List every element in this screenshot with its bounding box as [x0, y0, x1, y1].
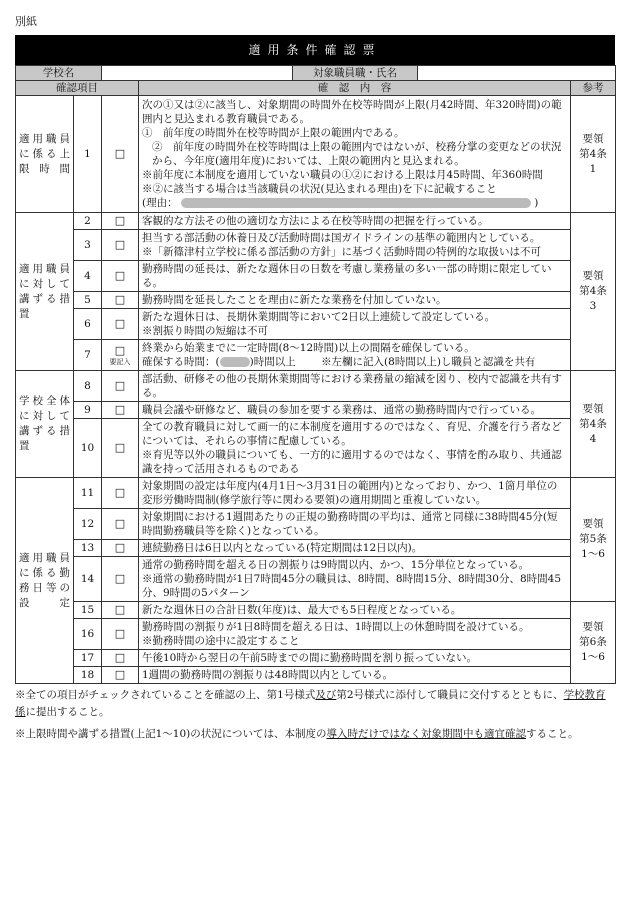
table-row	[16, 619, 616, 650]
item-checkbox[interactable]: □	[102, 509, 139, 540]
hours-suffix: )時間以上	[249, 356, 296, 368]
item-checkbox[interactable]: □	[102, 602, 139, 619]
item-number: 4	[74, 261, 102, 292]
item-number: 3	[74, 230, 102, 261]
confirmation-table	[15, 65, 616, 684]
table-row	[16, 540, 616, 557]
item-note: ※割振り時間の短縮は不可	[142, 325, 268, 337]
table-row	[16, 261, 616, 292]
item-checkbox[interactable]: □	[102, 371, 139, 402]
header-content: 確 認 内 容	[139, 81, 571, 96]
item-number: 15	[74, 602, 102, 619]
ref-cell: 要領 第5条 1～6	[571, 478, 616, 602]
item-text: 部活動、研修その他の長期休業期間等における業務量の縮減を図り、校内で認識を共有する。	[139, 371, 571, 402]
hours-line	[142, 355, 567, 369]
staff-label: 対象職員職・氏名	[293, 66, 418, 81]
item-number: 5	[74, 292, 102, 309]
table-row	[16, 230, 616, 261]
item-note: ※前年度に本制度を適用していない職員の①②における上限は月45時間、年360時間	[142, 169, 543, 181]
item-checkbox[interactable]: □	[102, 667, 139, 684]
table-row	[16, 419, 616, 478]
item-checkbox[interactable]: □	[102, 213, 139, 230]
table-row	[16, 96, 616, 213]
item-number: 11	[74, 478, 102, 509]
hours-field[interactable]	[220, 357, 250, 367]
item-note: ※左欄に記入(8時間以上)し職員と認識を共有	[321, 356, 536, 368]
item-note: ※育児等以外の職員についても、一方的に適用するのではなく、事情を酌み取り、共通認識を持って活用されるものである	[142, 449, 562, 475]
table-row	[16, 309, 616, 340]
item-checkbox[interactable]: □	[102, 557, 139, 602]
item-number: 16	[74, 619, 102, 650]
item-text: 対象期間における1週間あたりの正規の勤務時間の平均は、通常と同様に38時間45分(短時間勤務職員等を除く)となっている。	[139, 509, 571, 540]
ref-cell: 要領 第6条 1～6	[571, 602, 616, 684]
school-name-field[interactable]	[102, 66, 293, 81]
item-text: ① 前年度の時間外在校等時間が上限の範囲内である。	[142, 127, 405, 139]
reason-line	[142, 196, 567, 210]
item-number: 9	[74, 402, 102, 419]
item-text: 連続勤務日は6日以内となっている(特定期間は12日以内)。	[139, 540, 571, 557]
item-checkbox[interactable]: □	[102, 96, 139, 213]
item-checkbox[interactable]: □	[102, 309, 139, 340]
item-checkbox[interactable]: □	[102, 402, 139, 419]
item-text: 午後10時から翌日の午前5時までの間に勤務時間を割り振っていない。	[139, 650, 571, 667]
item-checkbox[interactable]: □	[102, 478, 139, 509]
ref-cell: 要領 第4条 4	[571, 371, 616, 478]
item-checkbox[interactable]: □	[102, 419, 139, 478]
reason-label: (理由：	[142, 197, 178, 209]
item-checkbox[interactable]: □	[102, 540, 139, 557]
item-number: 8	[74, 371, 102, 402]
item-checkbox[interactable]: □	[102, 261, 139, 292]
item-number: 10	[74, 419, 102, 478]
table-row	[16, 402, 616, 419]
item-checkbox[interactable]: □	[102, 619, 139, 650]
table-row	[16, 557, 616, 602]
confirmation-sheet	[15, 35, 615, 743]
reason-field[interactable]	[181, 198, 531, 208]
table-row	[16, 509, 616, 540]
staff-name-field[interactable]	[418, 66, 616, 81]
item-text: 1週間の勤務時間の割振りは48時間以内としている。	[139, 667, 571, 684]
table-row	[16, 478, 616, 509]
entry-required-note: 要記入	[109, 358, 131, 366]
ref-cell: 要領 第4条 1	[571, 96, 616, 213]
table-row	[16, 213, 616, 230]
item-text: 終業から始業までに一定時間(8～12時間)以上の間隔を確保している。	[142, 342, 475, 354]
attachment-label: 別紙	[15, 15, 37, 28]
item-text: 通常の勤務時間を超える日の割振りは9時間以内、かつ、15分単位となっている。	[142, 559, 530, 571]
ref-cell: 要領 第4条 3	[571, 213, 616, 371]
header-ref: 参考	[571, 81, 616, 96]
item-note: ※通常の勤務時間が1日7時間45分の職員は、8時間、8時間15分、8時間30分、8時間45分、9時間の5パターン	[142, 573, 562, 599]
secured-label: 確保する時間：(	[142, 356, 220, 368]
sheet-title: 適用条件確認票	[15, 35, 615, 65]
item-text: 新たな週休日は、長期休業期間等において2日以上連続して設定している。	[142, 311, 496, 323]
item-number: 14	[74, 557, 102, 602]
item-note: ※「新篠津村立学校に係る部活動の方針」に基づく活動時間の特例的な取扱いは不可	[142, 246, 541, 258]
item-text: 対象期間の設定は年度内(4月1日～3月31日の範囲内)となっており、かつ、1箇月単位の変形労働時間制(修学旅行等に関わる要領)の適用期間と重複していない。	[139, 478, 571, 509]
table-row	[16, 650, 616, 667]
school-row	[16, 66, 616, 81]
item-number: 2	[74, 213, 102, 230]
item-text: 勤務時間を延長したことを理由に新たな業務を付加していない。	[139, 292, 571, 309]
school-label: 学校名	[16, 66, 102, 81]
header-row	[16, 81, 616, 96]
item-text: 勤務時間の割振りが1日8時間を超える日は、1時間以上の休憩時間を設けている。	[142, 621, 530, 633]
item-text: 次の①又は②に該当し、対象期間の時間外在校等時間が上限(月42時間、年320時間)の範囲内と見込まれる教育職員である。	[142, 99, 562, 125]
item-number: 17	[74, 650, 102, 667]
table-row	[16, 340, 616, 371]
category-individual-measures: 適用職員に対して講ずる措置	[16, 213, 74, 371]
item-number: 7	[74, 340, 102, 371]
item-note: ※勤務時間の途中に設定すること	[142, 635, 300, 647]
item-text: 担当する部活動の休養日及び活動時間は国ガイドラインの基準の範囲内としている。	[142, 232, 541, 244]
item-checkbox[interactable]: □	[102, 230, 139, 261]
item-text: ② 前年度の時間外在校等時間は上限の範囲内ではないが、校務分掌の変更などの状況から、今年度(適用年度)においては、上限の範囲内と見込まれる。	[152, 141, 562, 167]
footnote-check: ※上限時間や講ずる措置(上記1～10)の状況については、本制度の導入時だけではなく対象期間中も適宜確認すること。	[15, 728, 579, 740]
item-text: 全ての教育職員に対して画一的に本制度を適用するのではなく、育児、介護を行う者などについては、それらの事情に配慮している。	[142, 421, 562, 447]
item-number: 12	[74, 509, 102, 540]
table-row	[16, 371, 616, 402]
table-row	[16, 292, 616, 309]
item-number: 6	[74, 309, 102, 340]
table-row	[16, 667, 616, 684]
item-number: 13	[74, 540, 102, 557]
item-checkbox[interactable]: □	[114, 344, 126, 357]
header-item: 確認項目	[16, 81, 139, 96]
item-number: 1	[74, 96, 102, 213]
item-text: 新たな週休日の合計日数(年度)は、最大でも5日程度となっている。	[139, 602, 571, 619]
reason-close: )	[534, 197, 539, 209]
category-upper-limit: 適用職員に係る上限時間	[16, 96, 74, 213]
item-text: 客観的な方法その他の適切な方法による在校等時間の把握を行っている。	[139, 213, 571, 230]
item-number: 18	[74, 667, 102, 684]
item-checkbox[interactable]: □	[102, 292, 139, 309]
item-note: ※②に該当する場合は当該職員の状況(見込まれる理由)を下に記載すること	[142, 183, 497, 195]
item-checkbox[interactable]: □	[102, 650, 139, 667]
item-text: 職員会議や研修など、職員の参加を要する業務は、通常の勤務時間内で行っている。	[139, 402, 571, 419]
table-row	[16, 602, 616, 619]
item-text: 勤務時間の延長は、新たな週休日の日数を考慮し業務量の多い一部の時期に限定している。	[139, 261, 571, 292]
category-workday-settings: 適用職員に係る勤務日等の設定	[16, 478, 74, 684]
category-school-measures: 学校全体に対して講ずる措置	[16, 371, 74, 478]
footnote-submit: ※全ての項目がチェックされていることを確認の上、第1号様式及び第2号様式に添付して職員に交付するとともに、学校教育係に提出すること。	[15, 689, 606, 718]
